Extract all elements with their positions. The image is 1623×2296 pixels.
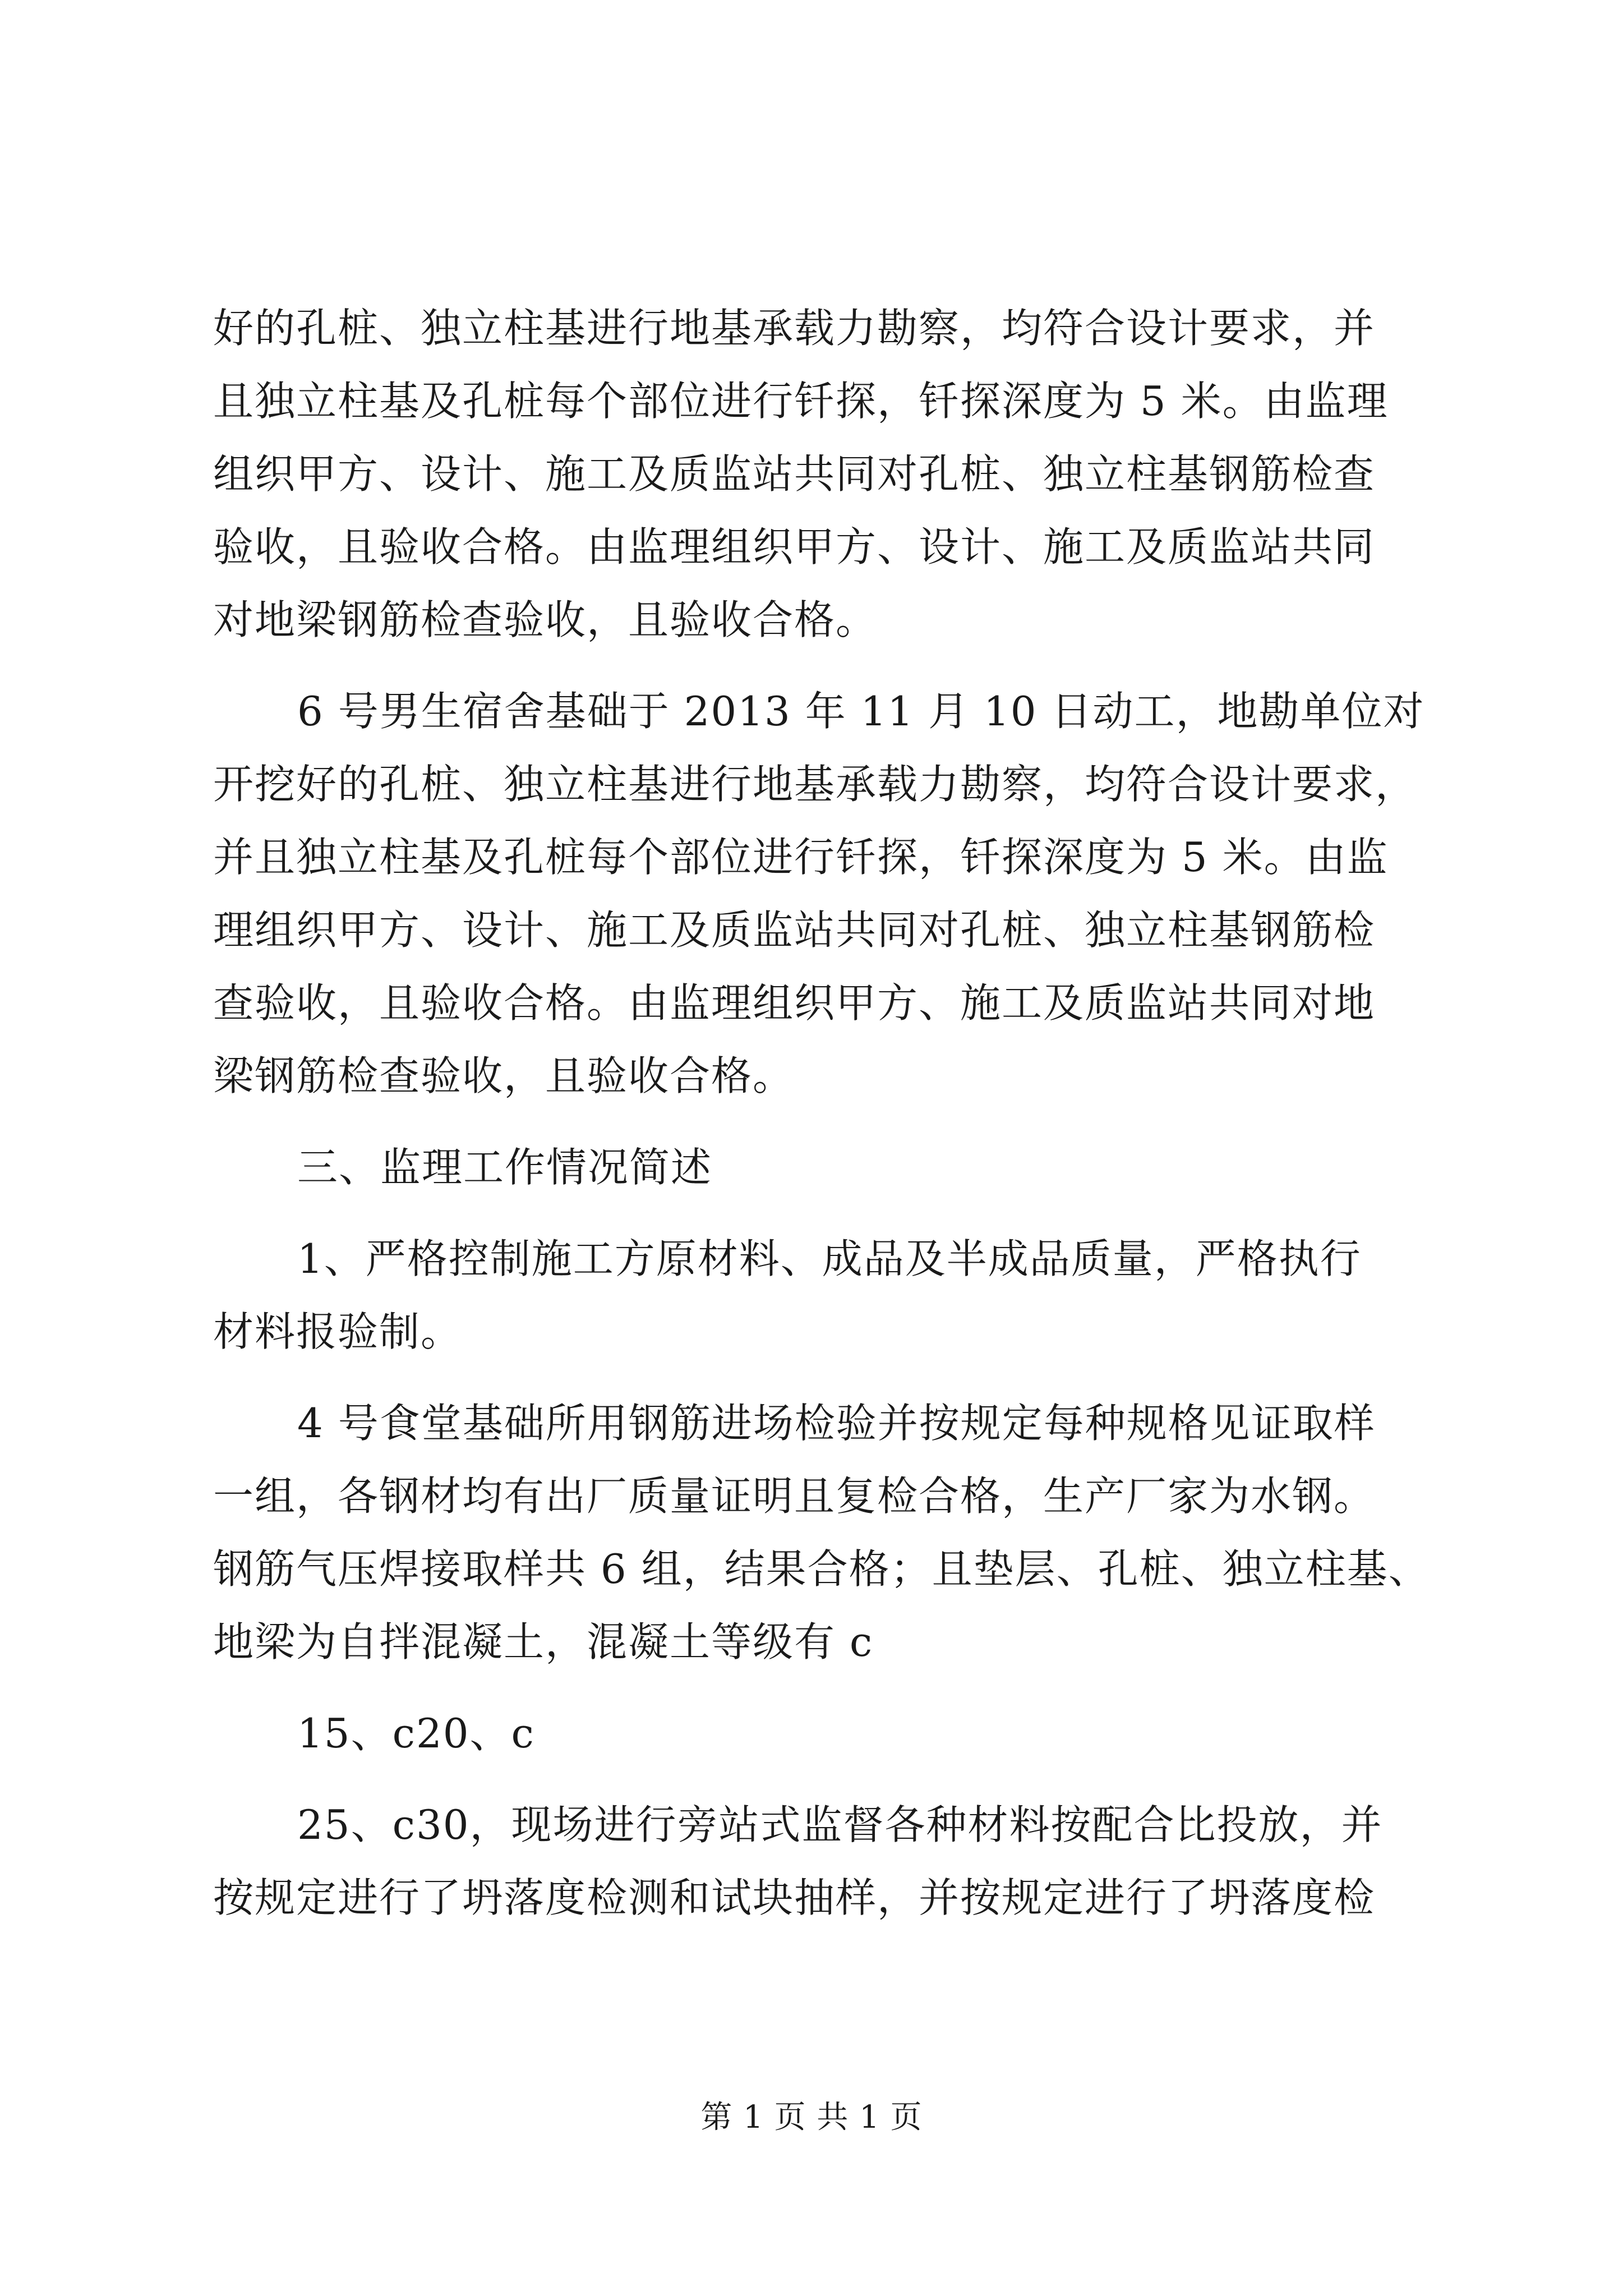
- paragraph: [213, 1697, 1413, 1770]
- text-line: 理组织甲方、设计、施工及质监站共同对孔桩、独立柱基钢筋检: [213, 907, 1376, 954]
- text-line: 一组，各钢材均有出厂质量证明且复检合格，生产厂家为水钢。: [213, 1473, 1376, 1520]
- text-line: 按规定进行了坍落度检测和试块抽样，并按规定进行了坍落度检: [213, 1874, 1376, 1921]
- text-line: 且独立柱基及孔桩每个部位进行钎探，钎探深度为 5 米。由监理: [213, 378, 1389, 425]
- text-line: 对地梁钢筋检查验收，且验收合格。: [213, 596, 878, 643]
- document-body: [213, 292, 1430, 1934]
- paragraph: [213, 1131, 1413, 1204]
- text-line: 地梁为自拌混凝土，混凝土等级有 c: [213, 1618, 874, 1665]
- text-line: 三、监理工作情况简述: [297, 1144, 713, 1191]
- paragraph: [213, 292, 1413, 656]
- text-line: 验收，且验收合格。由监理组织甲方、设计、施工及质监站共同: [213, 523, 1376, 570]
- paragraph: [213, 1222, 1413, 1368]
- page-footer: 第 1 页 共 1 页: [700, 2099, 923, 2136]
- text-line: 材料报验制。: [213, 1308, 463, 1355]
- text-line: 查验收，且验收合格。由监理组织甲方、施工及质监站共同对地: [213, 979, 1376, 1027]
- paragraph: [213, 1387, 1430, 1678]
- text-line: 好的孔桩、独立柱基进行地基承载力勘察，均符合设计要求，并: [213, 305, 1376, 352]
- text-line: 25、c30，现场进行旁站式监督各种材料按配合比投放，并: [297, 1801, 1383, 1848]
- text-line: 开挖好的孔桩、独立柱基进行地基承载力勘察，均符合设计要求，: [213, 761, 1417, 808]
- text-line: 组织甲方、设计、施工及质监站共同对孔桩、独立柱基钢筋检查: [213, 450, 1376, 498]
- text-line: 1、严格控制施工方原材料、成品及半成品质量，严格执行: [297, 1235, 1362, 1282]
- paragraph: [213, 675, 1425, 1112]
- text-line: 15、c20、c: [297, 1710, 535, 1757]
- text-line: 梁钢筋检查验收，且验收合格。: [213, 1052, 795, 1099]
- paragraph: [213, 1788, 1413, 1934]
- text-line: 4 号食堂基础所用钢筋进场检验并按规定每种规格见证取样: [297, 1400, 1376, 1447]
- text-line: 钢筋气压焊接取样共 6 组，结果合格；且垫层、孔桩、独立柱基、: [213, 1545, 1430, 1593]
- text-line: 6 号男生宿舍基础于 2013 年 11 月 10 日动工，地勘单位对: [297, 688, 1425, 735]
- text-line: 并且独立柱基及孔桩每个部位进行钎探，钎探深度为 5 米。由监: [213, 834, 1389, 881]
